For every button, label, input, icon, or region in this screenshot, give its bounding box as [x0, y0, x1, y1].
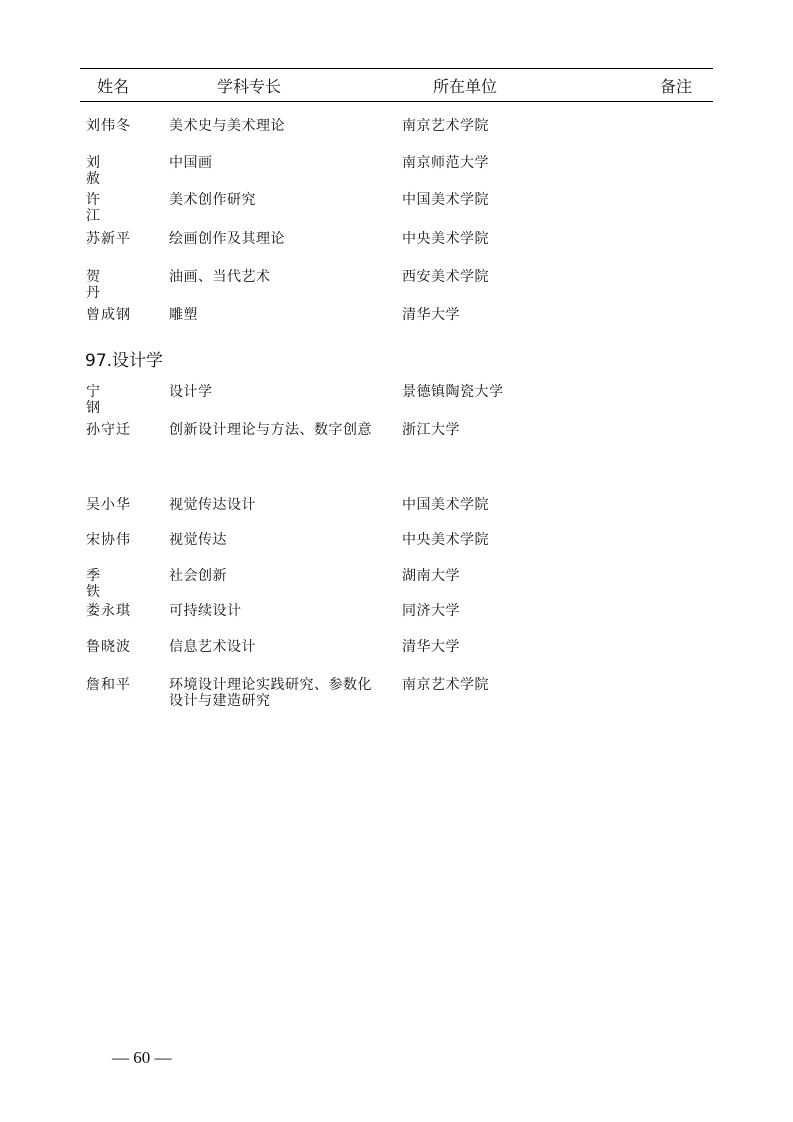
row-name: 宁 钢 — [86, 384, 114, 416]
table-top-rule — [80, 68, 713, 69]
row-unit: 中国美术学院 — [402, 497, 489, 513]
row-unit: 南京艺术学院 — [402, 118, 489, 134]
row-unit: 清华大学 — [402, 639, 460, 655]
row-specialty: 社会创新 — [169, 568, 227, 584]
row-unit: 湖南大学 — [402, 568, 460, 584]
row-specialty: 美术创作研究 — [169, 192, 256, 208]
row-name: 吴小华 — [86, 497, 131, 513]
row-unit: 清华大学 — [402, 307, 460, 323]
row-specialty: 中国画 — [169, 155, 213, 171]
row-name: 鲁晓波 — [86, 639, 131, 655]
row-unit: 南京师范大学 — [402, 155, 489, 171]
row-specialty: 雕塑 — [169, 307, 198, 323]
row-name: 苏新平 — [86, 231, 131, 247]
row-name: 宋协伟 — [86, 532, 131, 548]
row-unit: 同济大学 — [402, 603, 460, 619]
row-name: 娄永琪 — [86, 603, 131, 619]
row-name: 贺 丹 — [86, 269, 114, 301]
row-specialty: 创新设计理论与方法、数字创意 — [169, 422, 372, 438]
row-name: 孙守迁 — [86, 422, 131, 438]
header-remark: 备注 — [660, 77, 693, 96]
row-specialty: 绘画创作及其理论 — [169, 231, 285, 247]
section-title: 97.设计学 — [85, 351, 164, 371]
row-specialty: 视觉传达 — [169, 532, 227, 548]
row-specialty: 油画、当代艺术 — [169, 269, 271, 285]
row-name: 许 江 — [86, 192, 114, 224]
table-header-rule — [80, 101, 713, 102]
row-specialty: 美术史与美术理论 — [169, 118, 285, 134]
row-name: 季 铁 — [86, 568, 114, 600]
row-unit: 中国美术学院 — [402, 192, 489, 208]
row-name: 刘 赦 — [86, 155, 114, 187]
row-specialty: 可持续设计 — [169, 603, 242, 619]
row-unit: 西安美术学院 — [402, 269, 489, 285]
row-unit: 景德镇陶瓷大学 — [402, 384, 504, 400]
row-specialty: 设计学 — [169, 384, 213, 400]
row-name: 曾成钢 — [86, 307, 131, 323]
row-specialty: 信息艺术设计 — [169, 639, 256, 655]
header-name: 姓名 — [97, 77, 130, 96]
page-number: — 60 — — [112, 1048, 172, 1067]
row-unit: 南京艺术学院 — [402, 677, 489, 693]
row-specialty: 视觉传达设计 — [169, 497, 256, 513]
header-specialty: 学科专长 — [217, 77, 282, 96]
header-unit: 所在单位 — [433, 77, 498, 96]
row-name: 刘伟冬 — [86, 118, 131, 134]
row-unit: 中央美术学院 — [402, 231, 489, 247]
row-specialty: 环境设计理论实践研究、参数化设计与建造研究 — [169, 677, 372, 709]
row-unit: 中央美术学院 — [402, 532, 489, 548]
row-name: 詹和平 — [86, 677, 131, 693]
row-unit: 浙江大学 — [402, 422, 460, 438]
